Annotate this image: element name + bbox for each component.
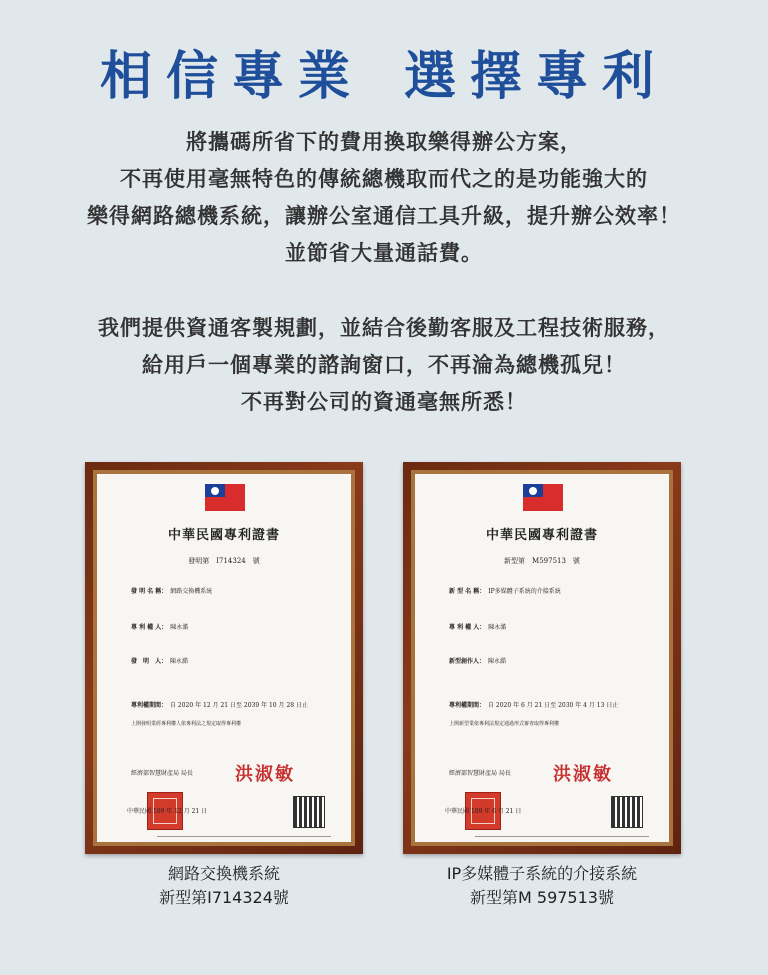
certificate-owner-row [449, 622, 506, 631]
inventor-value: 陳永澔 [170, 658, 189, 665]
certificate-title: 中華民國專利證書 [167, 528, 280, 543]
certificate-note: 上開發明業經專利權人依專利法之規定取得專利權 [131, 721, 242, 727]
certificate-number: 發明第 I714324 號 [188, 557, 260, 565]
certificate-note: 上開新型業依專利法規定通過形式審查取得專利權 [449, 721, 560, 727]
intro-paragraph [0, 124, 768, 272]
roc-flag-icon [523, 484, 563, 511]
intro-line: 不再使用毫無特色的傳統總機取而代之的是功能強大的 [120, 167, 648, 191]
certificate-number: 新型第 M597513 號 [504, 557, 580, 565]
inventor-value: 陳永澔 [488, 658, 507, 665]
qr-code-icon [611, 796, 643, 828]
certificate-caption [64, 862, 384, 910]
owner-value: 陳永澔 [488, 624, 507, 631]
signature: 洪淑敏 [553, 764, 613, 785]
certificate-title: 中華民國專利證書 [485, 528, 598, 543]
certificate-paper [415, 474, 669, 842]
certificate-mat [93, 470, 355, 846]
certificate-caption [382, 862, 702, 910]
page-title [0, 34, 768, 109]
caption-line1: 網路交換機系統 [167, 864, 280, 883]
certificate-paper [97, 474, 351, 842]
certificate-date: 中華民國 109 年 12 月 21 日 [127, 808, 208, 815]
period-label: 專利權期間： [131, 702, 168, 709]
name-label: 發 明 名 稱： [131, 588, 168, 595]
name-value: 網路交換機系統 [170, 588, 213, 595]
service-line: 給用戶一個專業的諮詢窗口，不再淪為總機孤兒！ [142, 353, 626, 377]
qr-code-icon [293, 796, 325, 828]
inventor-label: 發 明 人： [131, 658, 168, 665]
certificate-owner-row [131, 622, 188, 631]
caption-line1: IP多媒體子系統的介接系統 [446, 864, 638, 883]
name-value: IP多媒體子系統的介接系統 [488, 588, 561, 595]
owner-label: 專 利 權 人： [449, 624, 486, 631]
period-value: 自 2020 年 6 月 21 日至 2030 年 4 月 13 日止 [488, 702, 619, 709]
certificate-name-row [449, 586, 561, 595]
caption-line2: 新型第I714324號 [159, 888, 289, 907]
title-part2: 選擇專利 [404, 47, 669, 107]
divider [157, 836, 331, 837]
owner-value: 陳永澔 [170, 624, 189, 631]
intro-line: 並節省大量通話費。 [285, 241, 483, 265]
period-label: 專利權期間： [449, 702, 486, 709]
divider [475, 836, 649, 837]
certificate-period-row [449, 700, 618, 709]
certificate-office: 經濟部智慧財產局 局長 [449, 770, 511, 777]
period-value: 自 2020 年 12 月 21 日至 2039 年 10 月 28 日止 [170, 702, 308, 709]
certificate-name-row [131, 586, 212, 595]
roc-flag-icon [205, 484, 245, 511]
inventor-label: 新型創作人： [449, 658, 486, 665]
certificate-mat [411, 470, 673, 846]
intro-line: 樂得網路總機系統，讓辦公室通信工具升級，提升辦公效率！ [87, 204, 681, 228]
patent-certificate-frame [403, 462, 681, 854]
certificate-period-row [131, 700, 308, 709]
certificate-inventor-row [131, 656, 188, 665]
name-label: 新 型 名 稱： [449, 588, 486, 595]
patent-certificate-frame [85, 462, 363, 854]
certificate-date: 中華民國 109 年 6 月 21 日 [445, 808, 522, 815]
service-line: 我們提供資通客製規劃，並結合後勤客服及工程技術服務， [98, 316, 670, 340]
certificate-office: 經濟部智慧財產局 局長 [131, 770, 193, 777]
service-line: 不再對公司的資通毫無所悉！ [241, 390, 527, 414]
owner-label: 專 利 權 人： [131, 624, 168, 631]
intro-line: 將攜碼所省下的費用換取樂得辦公方案， [186, 130, 582, 154]
certificate-inventor-row [449, 656, 506, 665]
signature: 洪淑敏 [235, 764, 295, 785]
caption-line2: 新型第M 597513號 [470, 888, 614, 907]
service-paragraph [0, 310, 768, 421]
title-part1: 相信專業 [99, 47, 364, 107]
